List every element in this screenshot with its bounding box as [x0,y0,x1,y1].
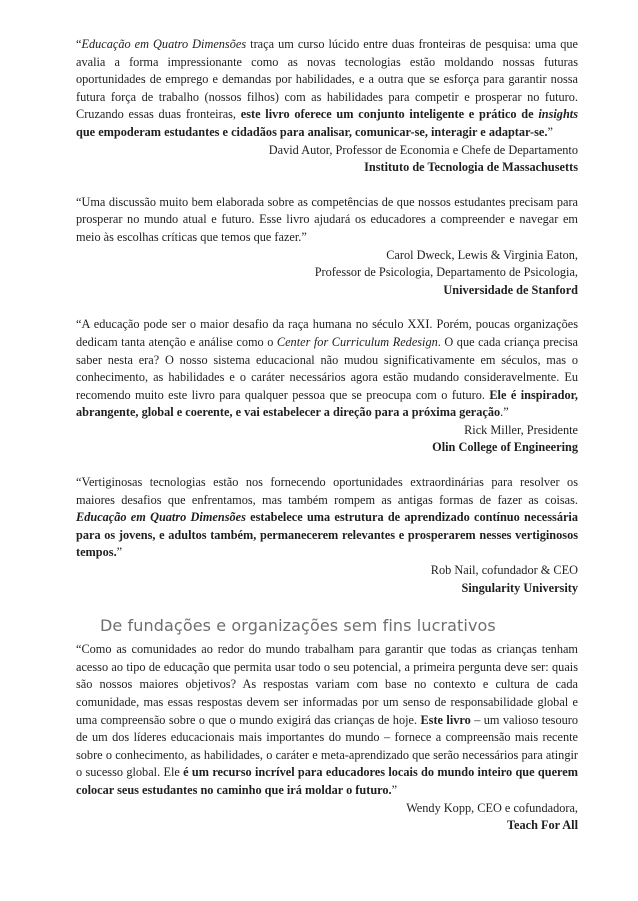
quote-segment: “Vertiginosas tecnologias estão nos fornecendo oportunidades extraordinárias para resolver os maiores desafios que enfrentamos, mas também rompem as antigas formas de fazer as coisas. [76,475,578,507]
quote-segment: Educação em Quatro Dimensões [81,37,247,51]
spacer [76,177,578,194]
spacer [76,299,578,316]
attribution-line: Carol Dweck, Lewis & Virginia Eaton, [386,247,578,262]
attribution-line: Wendy Kopp, CEO e cofundadora, [406,800,578,815]
quote-segment: Ele é inspirador, abrangente, global e coerente, e vai estabelecer a direção para a próxima geração [76,387,578,420]
quote-segment: que empoderam estudantes e cidadãos para analisar, comunicar-se, interagir e adaptar-se. [76,124,548,139]
section-title: De fundações e organizações sem fins lucrativos [100,616,496,636]
attribution-organization: Teach For All [506,818,578,833]
testimonials-list [76,36,578,597]
testimonial-attribution [76,422,578,457]
quote-segment: Este livro [420,712,471,727]
quote-segment: “A educação pode ser o maior desafio da raça humana no século XXI. Porém, poucas organizações dedicam tanta atenção e análise como o [76,317,578,349]
section-testimonial [76,641,578,835]
testimonial-attribution [76,247,578,300]
quote-segment: este livro oferece um conjunto inteligente e prático de [240,107,539,122]
attribution-line: Rob Nail, cofundador & CEO [430,563,578,578]
attribution-line: David Autor, Professor de Economia e Chefe de Departamento [268,142,578,157]
quote-segment: estabelece uma estrutura de aprendizado contínuo necessária para os jovens, e adultos também, permanecerem relevantes e prosperarem nesses vertiginosos tempos. [76,510,578,560]
testimonial [76,641,578,835]
spacer [76,457,578,474]
quote-segment: ” [116,545,123,560]
quote-segment: ” [547,124,553,139]
testimonial-attribution [76,562,578,597]
quote-segment: traça um curso lúcido entre duas fronteiras de pesquisa: uma que avalia a forma impressionante como as novas tecnologias estão moldando nossas futuras oportunidades de emprego e demandas por habilidades, e a outra que se esforça para garantir nossa futura força de trabalho (nossos filhos) com as habilidades para competir e prosperar no futuro. Cruzando essas duas fronteiras, [76,37,578,122]
quote-segment: insights [538,107,578,122]
attribution-line: Rick Miller, Presidente [464,422,578,437]
attribution-organization: Universidade de Stanford [443,282,578,297]
attribution-organization: Instituto de Tecnologia de Massachusetts [364,160,578,175]
attribution-line: Professor de Psicologia, Departamento de Psicologia, [314,265,578,280]
page [76,36,578,835]
testimonial-quote [76,316,578,422]
testimonial-quote [76,641,578,799]
quote-segment: é um recurso incrível para educadores locais do mundo inteiro que querem colocar seus estudantes no caminho que irá moldar o futuro. [76,765,578,797]
attribution-organization: Singularity University [461,580,578,595]
testimonial-attribution [76,142,578,177]
quote-segment: – um valioso tesouro de um dos líderes educacionais mais importantes do mundo – fornece a compreensão mais recente sobre o conhecimento, as habilidades, o caráter e meta-aprendizado que serão necessários para atingir o sucesso global. Ele [76,712,578,780]
quote-segment: “Como as comunidades ao redor do mundo trabalham para garantir que todas as crianças tenham acesso ao tipo de educação que permita usar todo o seu potencial, a primeira pergunta deve ser: quais são nossos maiores objetivos? As respostas variam com base no contexto e cultura de cada comunidade, mas essas respostas devem ser informadas por um senso de responsabilidade global e uma compreensão sobre o que o mundo exigirá das crianças de hoje. [76,642,578,727]
testimonial [76,316,578,457]
testimonial [76,474,578,597]
testimonial-attribution [76,800,578,835]
testimonial [76,36,578,177]
quote-segment: . O que cada criança precisa saber nesta era? O nosso sistema educacional não mudou significativamente em séculos, mas o conhecimento, as habilidades e o caráter necessários agora estão mudando consideravelmente. Eu recomendo muito este livro para qualquer pessoa que se preocupa com o futuro. [76,334,578,402]
testimonial [76,194,578,300]
quote-segment: Educação em Quatro Dimensões [76,510,246,525]
quote-segment: .” [500,405,509,420]
attribution-organization: Olin College of Engineering [432,440,578,455]
quote-segment: ” [391,782,398,797]
quote-segment: Center for Curriculum Redesign [276,334,438,349]
testimonial-quote [76,194,578,247]
quote-segment: “ [76,37,82,51]
quote-segment: “Uma discussão muito bem elaborada sobre as competências de que nossos estudantes precisam para prosperar no mundo atual e futuro. Esse livro ajudará os educadores a compreender e navegar em meio às escolhas críticas que temos que fazer.” [76,194,578,244]
testimonial-quote [76,36,578,142]
testimonial-quote [76,474,578,562]
